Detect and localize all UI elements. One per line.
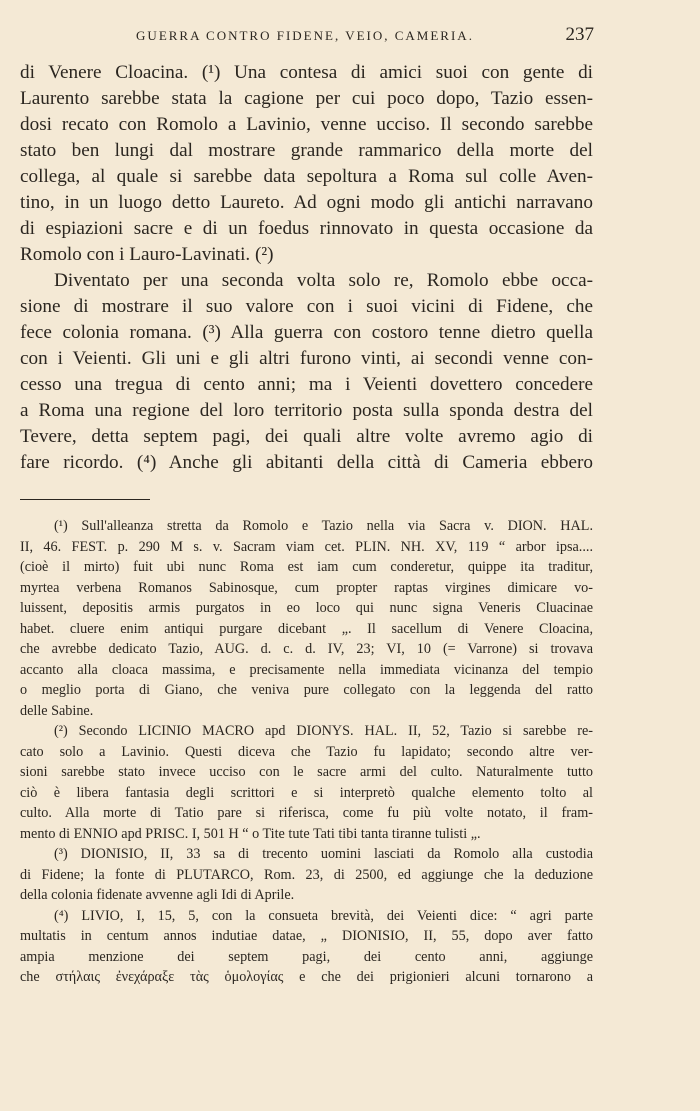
footnote-line: della colonia fidenate avvenne agli Idi di Aprile. — [20, 887, 295, 903]
page-number: 237 — [565, 24, 594, 45]
text-line: di espiazioni sacre e di un foedus rinnovato in questa occasione da — [20, 218, 593, 239]
footnote-line: sioni sarebbe stato invece ucciso con le sacre armi del culto. Naturalmente tutto — [20, 764, 593, 780]
text-line: Romolo con i Lauro-Lavinati. (²) — [20, 244, 274, 265]
footnote-line: culto. Alla morte di Tatio pare si riferisca, come fu più volte notato, il fram- — [20, 805, 593, 821]
footnote-line: ciò è libera fantasia degli scrittori e si interpretò qualche elemento tolto al — [20, 784, 593, 801]
text-line: fare ricordo. (⁴) Anche gli abitanti della città di Cameria ebbero — [20, 452, 593, 473]
footnote-line: luissent, depositis armis purgatos in eo loco qui nunc signa Veneris Cluacinae — [20, 600, 593, 616]
footnotes — [20, 516, 593, 988]
text-line: Tevere, detta septem pagi, dei quali altre volte avremo agio di — [20, 426, 593, 447]
footnote-separator — [20, 499, 150, 500]
text-line: Laurento sarebbe stata la cagione per cui poco dopo, Tazio essen- — [20, 88, 593, 109]
text-line: a Roma una regione del loro territorio posta sulla sponda destra del — [20, 400, 593, 421]
footnote-line: accanto alla cloaca massima, e precisamente nella immediata vicinanza del tempio — [20, 661, 593, 678]
text-line: tino, in un luogo detto Laureto. Ad ogni modo gli antichi narravano — [20, 192, 593, 213]
text-line: cesso una tregua di cento anni; ma i Veienti dovettero concedere — [20, 374, 593, 395]
footnote-line: (²) Secondo LICINIO MACRO apd DIONYS. HAL. II, 52, Tazio si sarebbe re- — [54, 723, 593, 739]
footnote-line: (cioè il mirto) fuit ubi nunc Roma est iam cum conderetur, quippe ita traditur, — [20, 559, 593, 575]
text-line: stato ben lungi dal mostrare grande rammarico della morte del — [20, 140, 593, 161]
footnote-line: habet. cluere enim antiqui purgare dicebant „. Il sacellum di Venere Cloacina, — [20, 620, 593, 637]
footnote-line: cato solo a Lavinio. Questi diceva che Tazio fu lapidato; secondo altre ver- — [20, 743, 593, 760]
footnote-line: II, 46. FEST. p. 290 M s. v. Sacram viam cet. PLIN. NH. XV, 119 “ arbor ipsa.... — [20, 538, 593, 555]
text-line: dosi recato con Romolo a Lavinio, venne ucciso. Il secondo sarebbe — [20, 114, 593, 135]
footnote-line: multatis in centum annos indutiae datae, „ DIONISIO, II, 55, dopo aver fatto — [20, 928, 593, 944]
footnote-line: (⁴) LIVIO, I, 15, 5, con la consueta brevità, dei Veienti dice: “ agri parte — [54, 907, 593, 924]
footnote-line: che avrebbe dedicato Tazio, AUG. d. c. d. IV, 23; VI, 10 (= Varrone) si trovava — [20, 641, 593, 657]
main-text — [20, 60, 593, 476]
footnote-line: (¹) Sull'alleanza stretta da Romolo e Tazio nella via Sacra v. DION. HAL. — [54, 518, 593, 534]
text-line: collega, al quale si sarebbe data sepoltura a Roma sul colle Aven- — [20, 166, 593, 187]
footnote-line: (³) DIONISIO, II, 33 sa di trecento uomini lasciati da Romolo alla custodia — [54, 846, 593, 862]
text-line: sione di mostrare il suo valore con i suoi vicini di Fidene, che — [20, 296, 593, 317]
footnote-line: di Fidene; la fonte di PLUTARCO, Rom. 23, di 2500, ed aggiunge che la deduzione — [20, 866, 593, 883]
text-line: Diventato per una seconda volta solo re, Romolo ebbe occa- — [54, 270, 593, 291]
footnote-line: ampia menzione dei septem pagi, dei cento anni, aggiunge — [20, 948, 593, 965]
text-line: con i Veienti. Gli uni e gli altri furono vinti, ai secondi venne con- — [20, 348, 593, 369]
footnote-line: myrtea verbena Romanos Sabinosque, cum propter raptas virgines dimicare vo- — [20, 579, 593, 596]
text-line: di Venere Cloacina. (¹) Una contesa di amici suoi con gente di — [20, 62, 593, 83]
footnote-line: delle Sabine. — [20, 702, 94, 719]
running-title: GUERRA CONTRO FIDENE, VEIO, CAMERIA. — [136, 28, 474, 43]
footnote-line: mento di ENNIO apd PRISC. I, 501 H “ o Tite tute Tati tibi tanta tiranne tulisti „. — [20, 825, 481, 842]
text-line: fece colonia romana. (³) Alla guerra con costoro tenne dietro quella — [20, 322, 593, 343]
footnote-line: o meglio porta di Giano, che veniva pure collegato con la leggenda del ratto — [20, 682, 593, 698]
footnote-line: che στήλαις ἐνεχάραξε τὰς ὁμολογίας e che dei prigionieri alcuni tornarono a — [20, 969, 593, 985]
